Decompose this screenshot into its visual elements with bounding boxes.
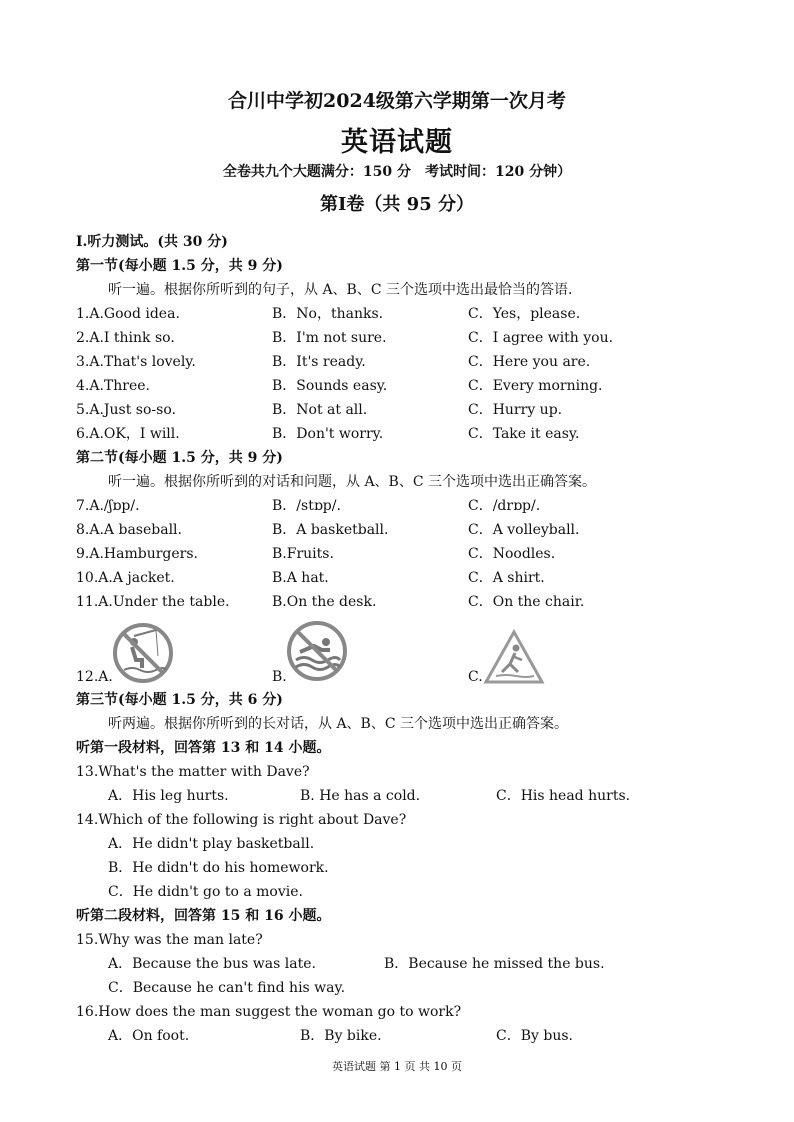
option-a: 9.A.Hamburgers.	[76, 546, 198, 562]
section-title: 第二节(每小题 1.5 分，共 9 分)	[76, 450, 283, 466]
option-b: B．Sounds easy.	[272, 378, 388, 394]
question-row	[76, 566, 736, 590]
option-a: A．His leg hurts.	[108, 788, 229, 804]
slippery-warning-sign-icon	[482, 628, 546, 686]
question-row	[76, 590, 736, 614]
option-b: B．Not at all.	[272, 402, 368, 418]
option-a-label: 12.A.	[76, 669, 113, 685]
question-row	[76, 518, 736, 542]
option-b: B. He has a cold.	[300, 788, 421, 804]
section-title: 第三节(每小题 1.5 分，共 6 分)	[76, 692, 283, 708]
option-b: B．Don't worry.	[272, 426, 384, 442]
no-swimming-sign-icon	[286, 620, 348, 682]
question-row	[76, 952, 736, 976]
question-stem: 15.Why was the man late?	[76, 932, 263, 948]
exam-school-title: 合川中学初2024级第六学期第一次月考	[228, 90, 566, 112]
option-c: C．Hurry up.	[468, 402, 563, 418]
option-c: C．I agree with you.	[468, 330, 614, 346]
option-a: A．On foot.	[108, 1028, 190, 1044]
option-b	[272, 616, 468, 686]
volume-title: 第Ⅰ卷（共 95 分）	[319, 194, 474, 215]
section-title: 第一节(每小题 1.5 分，共 9 分)	[76, 258, 283, 274]
option-c: C．Yes，please.	[468, 306, 581, 322]
option-c: C．Here you are.	[468, 354, 591, 370]
question-row	[76, 398, 736, 422]
question-row	[76, 784, 736, 808]
question-row	[76, 350, 736, 374]
option-a	[76, 616, 272, 686]
option-c: C．A shirt.	[468, 570, 545, 586]
option-a: 10.A.A jacket.	[76, 570, 175, 586]
option-b: B．I'm not sure.	[272, 330, 387, 346]
question-stem: 16.How does the man suggest the woman go to work?	[76, 1004, 462, 1020]
option-c: C．Every morning.	[468, 378, 603, 394]
option-c: C．He didn't go to a movie.	[108, 884, 303, 900]
option-a: 5.A.Just so-so.	[76, 402, 176, 418]
exam-subject-title: 英语试题	[341, 127, 453, 158]
part-title: Ⅰ.听力测试。(共 30 分)	[76, 234, 228, 250]
question-row	[76, 326, 736, 350]
option-b: B．/stɒp/.	[272, 498, 341, 514]
option-b: B．By bike.	[300, 1028, 382, 1044]
option-a: 8.A.A baseball.	[76, 522, 182, 538]
question-row	[76, 302, 736, 326]
question-row	[76, 542, 736, 566]
question-row	[76, 1024, 736, 1048]
option-a: 6.A.OK，I will.	[76, 426, 180, 442]
option-b: B.On the desk.	[272, 594, 377, 610]
material-heading: 听第二段材料，回答第 15 和 16 小题。	[76, 908, 331, 924]
option-c: C．On the chair.	[468, 594, 585, 610]
section-instruction: 听一遍。根据你所听到的对话和问题，从 A、B、C 三个选项中选出正确答案。	[108, 474, 597, 490]
question-12-row	[76, 614, 736, 688]
question-row	[76, 374, 736, 398]
option-c: C．A volleyball.	[468, 522, 580, 538]
option-b: B.Fruits.	[272, 546, 334, 562]
option-c: C．Take it easy.	[468, 426, 580, 442]
option-c: C．/drɒp/.	[468, 498, 541, 514]
option-a: 11.A.Under the table.	[76, 594, 230, 610]
option-b: B.A hat.	[272, 570, 329, 586]
question-stem: 13.What's the matter with Dave?	[76, 764, 310, 780]
question-row	[76, 422, 736, 446]
option-c: C．Because he can't find his way.	[108, 980, 346, 996]
option-c	[468, 616, 668, 686]
option-c: C．Noodles.	[468, 546, 556, 562]
section-instruction: 听一遍。根据你所听到的句子，从 A、B、C 三个选项中选出最恰当的答语.	[108, 282, 573, 298]
option-c: C．By bus.	[496, 1028, 573, 1044]
question-stem: 14.Which of the following is right about Dave?	[76, 812, 407, 828]
page-footer: 英语试题 第 1 页 共 10 页	[332, 1060, 462, 1073]
option-b-label: B.	[272, 669, 287, 685]
option-c: C．His head hurts.	[496, 788, 631, 804]
option-c-label: C.	[468, 669, 483, 685]
exam-content	[76, 230, 736, 1048]
option-a: 4.A.Three.	[76, 378, 150, 394]
option-a: A．He didn't play basketball.	[108, 836, 315, 852]
option-b: B．No，thanks.	[272, 306, 384, 322]
option-a: 2.A.I think so.	[76, 330, 175, 346]
option-b: B．He didn't do his homework.	[108, 860, 329, 876]
section-instruction: 听两遍。根据你所听到的长对话，从 A、B、C 三个选项中选出正确答案。	[108, 716, 569, 732]
option-b: B．It's ready.	[272, 354, 366, 370]
option-a: 1.A.Good idea.	[76, 306, 180, 322]
exam-info: 全卷共九个大题满分：150 分 考试时间：120 分钟）	[222, 164, 572, 180]
option-a: A．Because the bus was late.	[108, 956, 316, 972]
option-a: 3.A.That's lovely.	[76, 354, 196, 370]
question-row	[76, 494, 736, 518]
option-b: B．A basketball.	[272, 522, 389, 538]
option-a: 7.A./ʃɒp/.	[76, 498, 140, 514]
option-b: B．Because he missed the bus.	[384, 956, 605, 972]
no-fishing-sign-icon	[112, 622, 174, 684]
material-heading: 听第一段材料，回答第 13 和 14 小题。	[76, 740, 331, 756]
